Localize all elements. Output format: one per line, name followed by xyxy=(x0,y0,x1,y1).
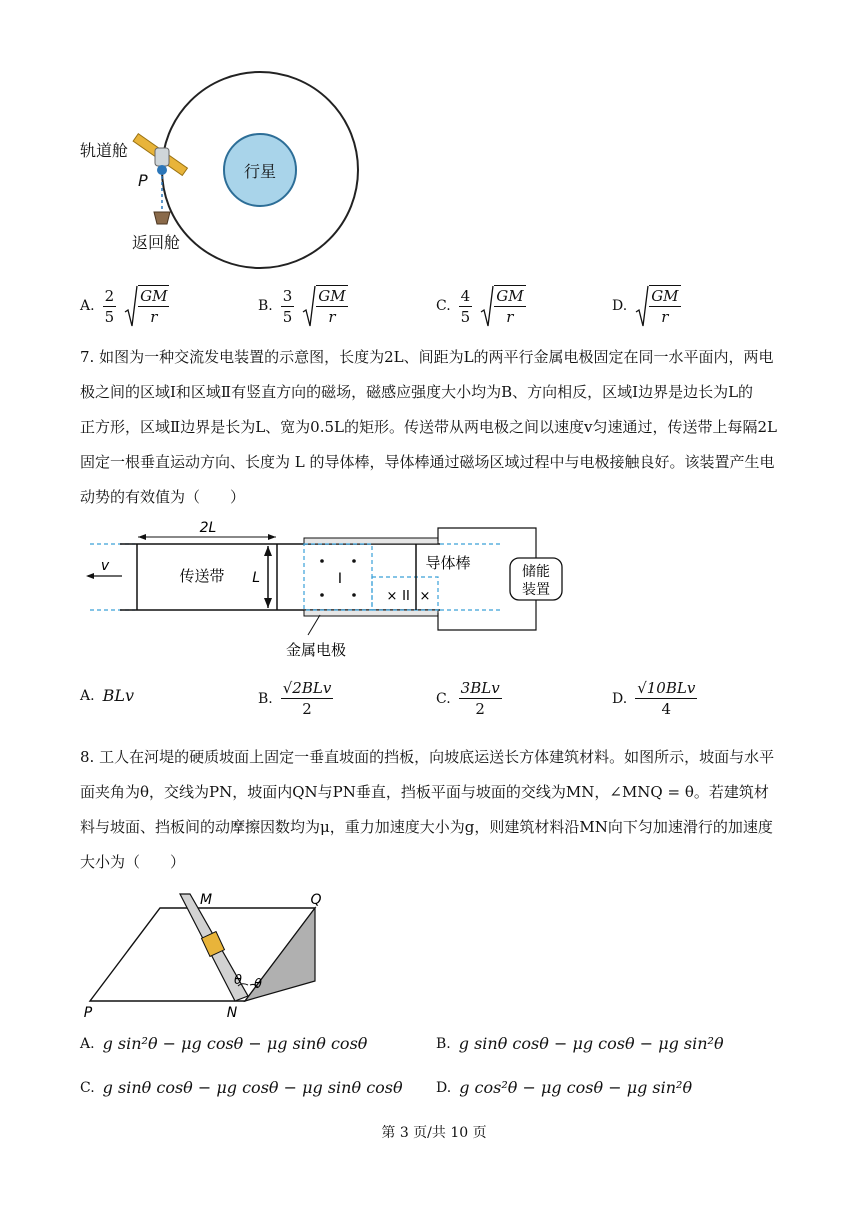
page-footer: 第 3 页/共 10 页 xyxy=(381,1125,487,1141)
q7-option-a: A. BLv xyxy=(80,686,134,705)
q7-line-1: 7. 如图为一种交流发电装置的示意图，长度为2L、间距为L的两平行金属电极固定在同一水平面内，两电 xyxy=(80,348,774,366)
q7-line-5: 动势的有效值为（ ） xyxy=(80,488,246,506)
q7-option-c: C. $\frac{\text{3BLv}}{2}$ xyxy=(436,679,500,718)
electrode-bottom xyxy=(304,610,438,616)
label-Q: Q xyxy=(310,892,322,908)
option-label: C. xyxy=(436,298,451,314)
q8-line-4: 大小为（ ） xyxy=(80,853,186,871)
radical-sign xyxy=(480,284,494,328)
return-capsule xyxy=(154,212,170,224)
q8-line-3: 料与坡面、挡板间的动摩擦因数均为μ，重力加速度大小为g，则建筑材料沿MN向下匀加速滑行的加速度 xyxy=(80,818,773,836)
svg-text:×: × xyxy=(419,589,431,604)
radical-sign xyxy=(635,284,649,328)
fraction: $\frac{3}{5}$ xyxy=(282,286,293,326)
label-P: P xyxy=(83,1005,93,1021)
slope-figure xyxy=(80,886,340,1026)
generator-figure xyxy=(80,518,580,663)
label-storage-1: 储能 xyxy=(522,564,550,580)
q8-option-b: B. g sinθ cosθ − μg cosθ − μg sin²θ xyxy=(436,1034,724,1053)
option-label: B. xyxy=(258,298,273,314)
q6-option-b xyxy=(258,284,348,328)
radical: $\frac{GM}{r}$ xyxy=(302,284,347,328)
q7-line-2: 极之间的区域Ⅰ和区域Ⅱ有竖直方向的磁场，磁感应强度大小均为B、方向相反，区域Ⅰ边界是边长为L的 xyxy=(80,383,754,401)
radical: $\frac{GM}{r}$ xyxy=(124,284,169,328)
radical: $\frac{GM}{r}$ xyxy=(480,284,525,328)
electrode-top xyxy=(304,538,438,544)
label-storage-2: 装置 xyxy=(522,582,550,598)
q6-option-a xyxy=(80,284,169,328)
q8-option-a: A. g sin²θ − μg cosθ − μg sinθ cosθ xyxy=(80,1034,368,1053)
label-N: N xyxy=(226,1005,238,1021)
fraction: $\frac{2}{5}$ xyxy=(104,286,115,326)
label-electrode: 金属电极 xyxy=(285,641,347,659)
label-2L: 2L xyxy=(199,520,217,536)
q8-line-2: 面夹角为θ，交线为PN，坡面内QN与PN垂直，挡板平面与坡面的交线为MN，∠MNQ = θ。若建筑材 xyxy=(80,783,769,801)
label-theta-2: θ xyxy=(254,977,262,992)
label-belt: 传送带 xyxy=(179,567,225,585)
radical: $\frac{GM}{r}$ xyxy=(635,284,680,328)
orbiter-body xyxy=(155,148,169,166)
planet-label: 行星 xyxy=(243,162,277,181)
q8-option-d: D. g cos²θ − μg cosθ − μg sin²θ xyxy=(436,1078,693,1097)
label-rod: 导体棒 xyxy=(425,554,471,572)
q6-option-d xyxy=(612,284,681,328)
label-region-I: I xyxy=(337,571,343,587)
orbit-figure xyxy=(70,0,370,275)
option-label: D. xyxy=(612,298,628,314)
fraction: $\frac{4}{5}$ xyxy=(460,286,471,326)
option-label: A. xyxy=(80,298,95,314)
q7-option-d: D. $\frac{\text{√10BLv}}{4}$ xyxy=(612,679,696,718)
label-v: v xyxy=(100,558,110,574)
label-region-II: II xyxy=(402,589,410,604)
label-theta-1: θ xyxy=(234,973,242,988)
orbiter-port xyxy=(157,165,167,175)
return-label: 返回舱 xyxy=(132,233,181,252)
orbiter-label: 轨道舱 xyxy=(80,141,129,160)
q8-option-c: C. g sinθ cosθ − μg cosθ − μg sinθ cosθ xyxy=(80,1078,403,1097)
radical-sign xyxy=(124,284,138,328)
q8-line-1: 8. 工人在河堤的硬质坡面上固定一垂直坡面的挡板，向坡底运送长方体建筑材料。如图所示，坡面与水平 xyxy=(80,748,775,766)
q7-line-3: 正方形，区域Ⅱ边界是长为L、宽为0.5L的矩形。传送带从两电极之间以速度v匀速通过，传送带上每隔2L xyxy=(80,418,777,436)
q6-option-c xyxy=(436,284,526,328)
svg-text:×: × xyxy=(386,589,398,604)
q7-option-b: B. $\frac{\text{√2BLv}}{2}$ xyxy=(258,679,332,718)
radical-sign xyxy=(302,284,316,328)
q7-line-4: 固定一根垂直运动方向、长度为 L 的导体棒，导体棒通过磁场区域过程中与电极接触良好。该装置产生电 xyxy=(80,453,775,471)
point-p-label: P xyxy=(138,171,148,190)
label-L: L xyxy=(252,570,260,586)
label-M: M xyxy=(199,892,213,908)
